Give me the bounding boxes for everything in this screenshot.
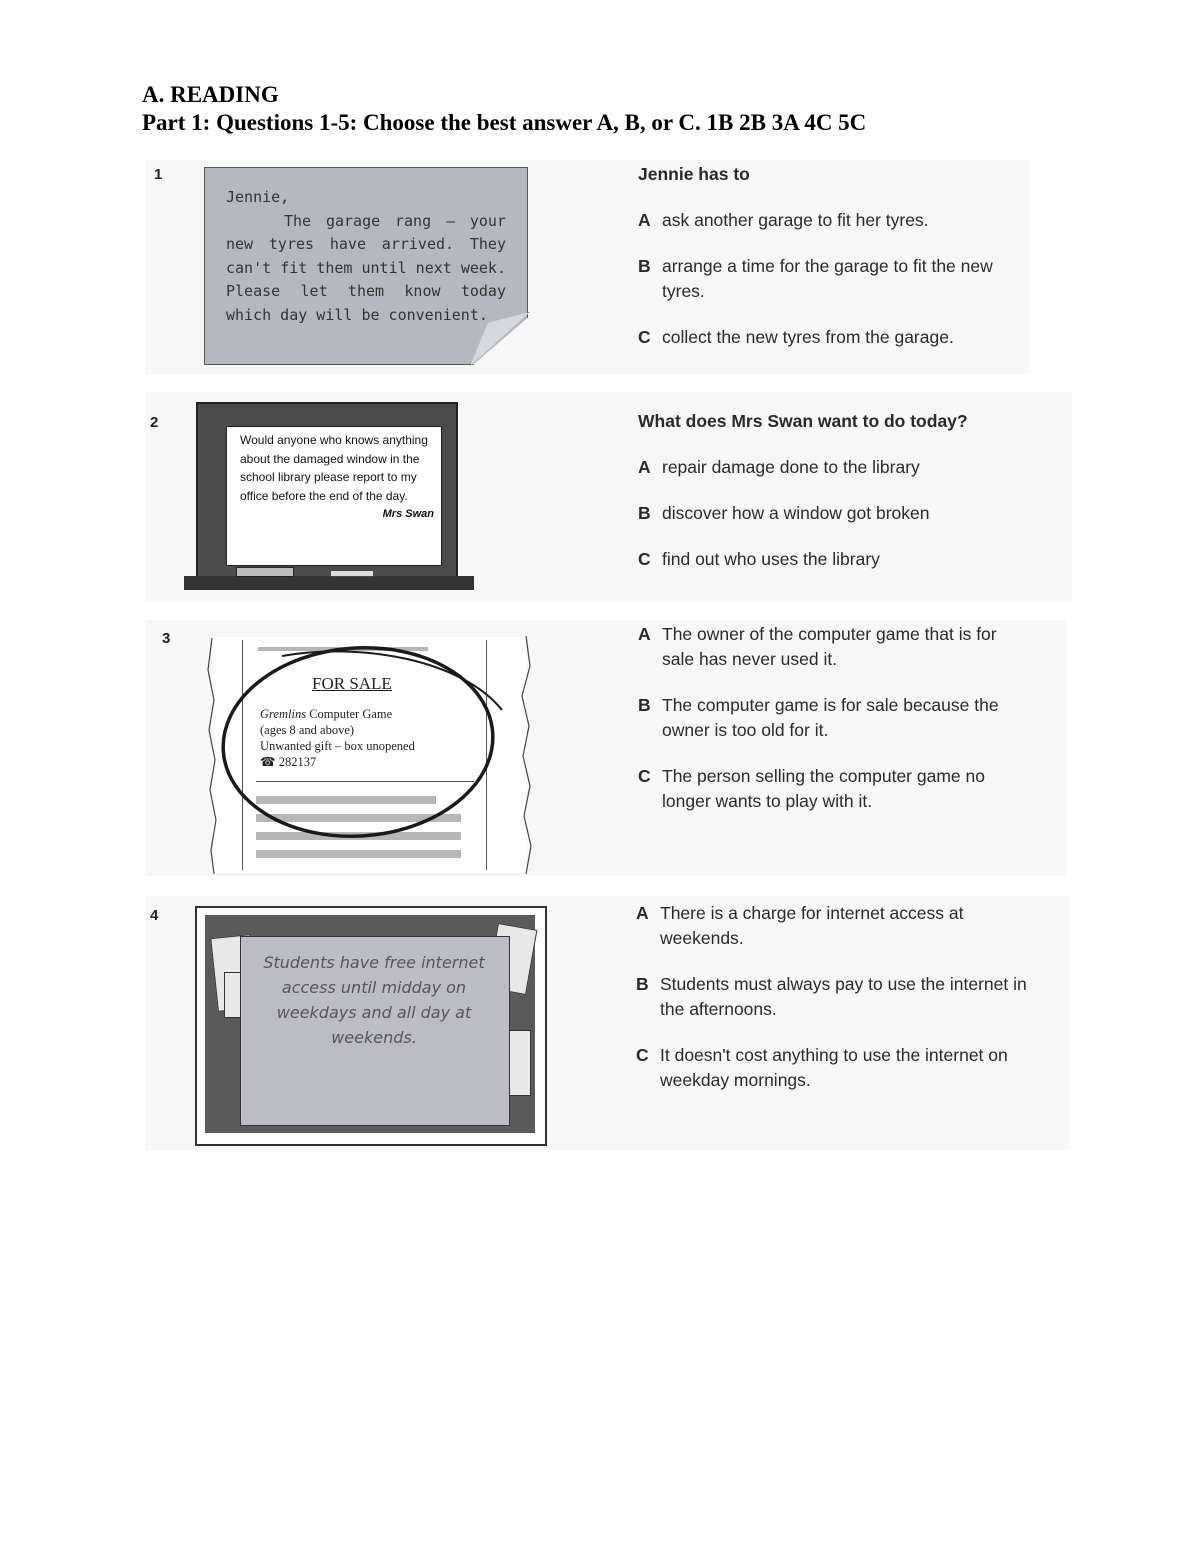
option-letter: C [638,327,651,347]
option-a[interactable] [638,622,1028,672]
section-title: A. READING [142,82,279,107]
part-title: Part 1: Questions 1-5: Choose the best answer A, B, or C. 1B 2B 3A 4C 5C [142,110,867,135]
board-message: Would anyone who knows anything about the damaged window in the school library please report to my office before the end of the day. [240,433,428,503]
option-letter: A [638,624,651,644]
option-text: repair damage done to the library [662,457,920,477]
option-text: The owner of the computer game that is for sale has never used it. [662,624,997,669]
option-text: collect the new tyres from the garage. [662,327,954,347]
option-b[interactable] [638,501,1058,526]
board-signature: Mrs Swan [382,508,434,520]
ad-game-name: Gremlins [260,707,307,721]
option-a[interactable] [636,901,1036,951]
question-number: 2 [150,414,159,431]
option-b[interactable] [636,972,1036,1022]
ad-line-2: (ages 8 and above) [260,723,355,737]
board-ledge [184,576,474,590]
option-b[interactable] [638,254,1010,304]
option-letter: A [638,457,651,477]
eraser [236,567,294,577]
option-text: The computer game is for sale because the owner is too old for it. [662,695,999,740]
option-letter: A [638,210,651,230]
option-text: find out who uses the library [662,549,880,569]
ad-line-3: Unwanted gift – box unopened [260,739,415,753]
note-body: The garage rang – your new tyres have arrived. They can't fit them until next week. Please let them know today which day will be convenient. [226,211,506,324]
chalk [330,570,374,577]
option-text: There is a charge for internet access at weekends. [660,903,964,948]
note-greeting: Jennie, [226,188,290,206]
text-placeholder-bar [256,850,461,858]
notice-board-text [240,431,434,524]
option-letter: A [636,903,649,923]
question-1-options [638,162,1010,371]
option-text: discover how a window got broken [662,503,930,523]
ad-line-1-rest: Computer Game [306,707,393,721]
option-text: ask another garage to fit her tyres. [662,210,929,230]
option-text: arrange a time for the garage to fit the new tyres. [662,256,993,301]
question-4-options [636,901,1036,1114]
question-2-options [638,409,1058,593]
option-letter: C [638,766,651,786]
option-c[interactable] [638,764,1028,814]
question-stem: Jennie has to [638,164,750,184]
option-c[interactable] [636,1043,1036,1093]
notice-text: Students have free internet access until midday on weekdays and all day at weekends. [263,953,485,1047]
question-stem: What does Mrs Swan want to do today? [638,411,968,431]
question-number: 3 [162,630,171,647]
option-letter: C [638,549,651,569]
option-letter: B [638,256,651,276]
option-letter: C [636,1045,649,1065]
option-text: Students must always pay to use the internet in the afternoons. [660,974,1027,1019]
option-c[interactable] [638,325,1010,350]
option-c[interactable] [638,547,1058,572]
question-3-options [638,622,1028,835]
question-number: 4 [150,907,159,924]
option-letter: B [636,974,649,994]
circled-ad-ring [212,640,522,850]
question-number: 1 [154,166,163,183]
ad-phone: 282137 [278,755,317,769]
phone-icon: ☎ [260,755,276,769]
note-body-wrap [226,210,506,328]
sticky-note-text [226,186,506,327]
option-letter: B [638,695,651,715]
option-a[interactable] [638,208,1010,233]
option-text: The person selling the computer game no longer wants to play with it. [662,766,985,811]
ad-title: FOR SALE [312,674,392,693]
option-letter: B [638,503,651,523]
option-text: It doesn't cost anything to use the internet on weekday mornings. [660,1045,1008,1090]
option-b[interactable] [638,693,1028,743]
option-a[interactable] [638,455,1058,480]
